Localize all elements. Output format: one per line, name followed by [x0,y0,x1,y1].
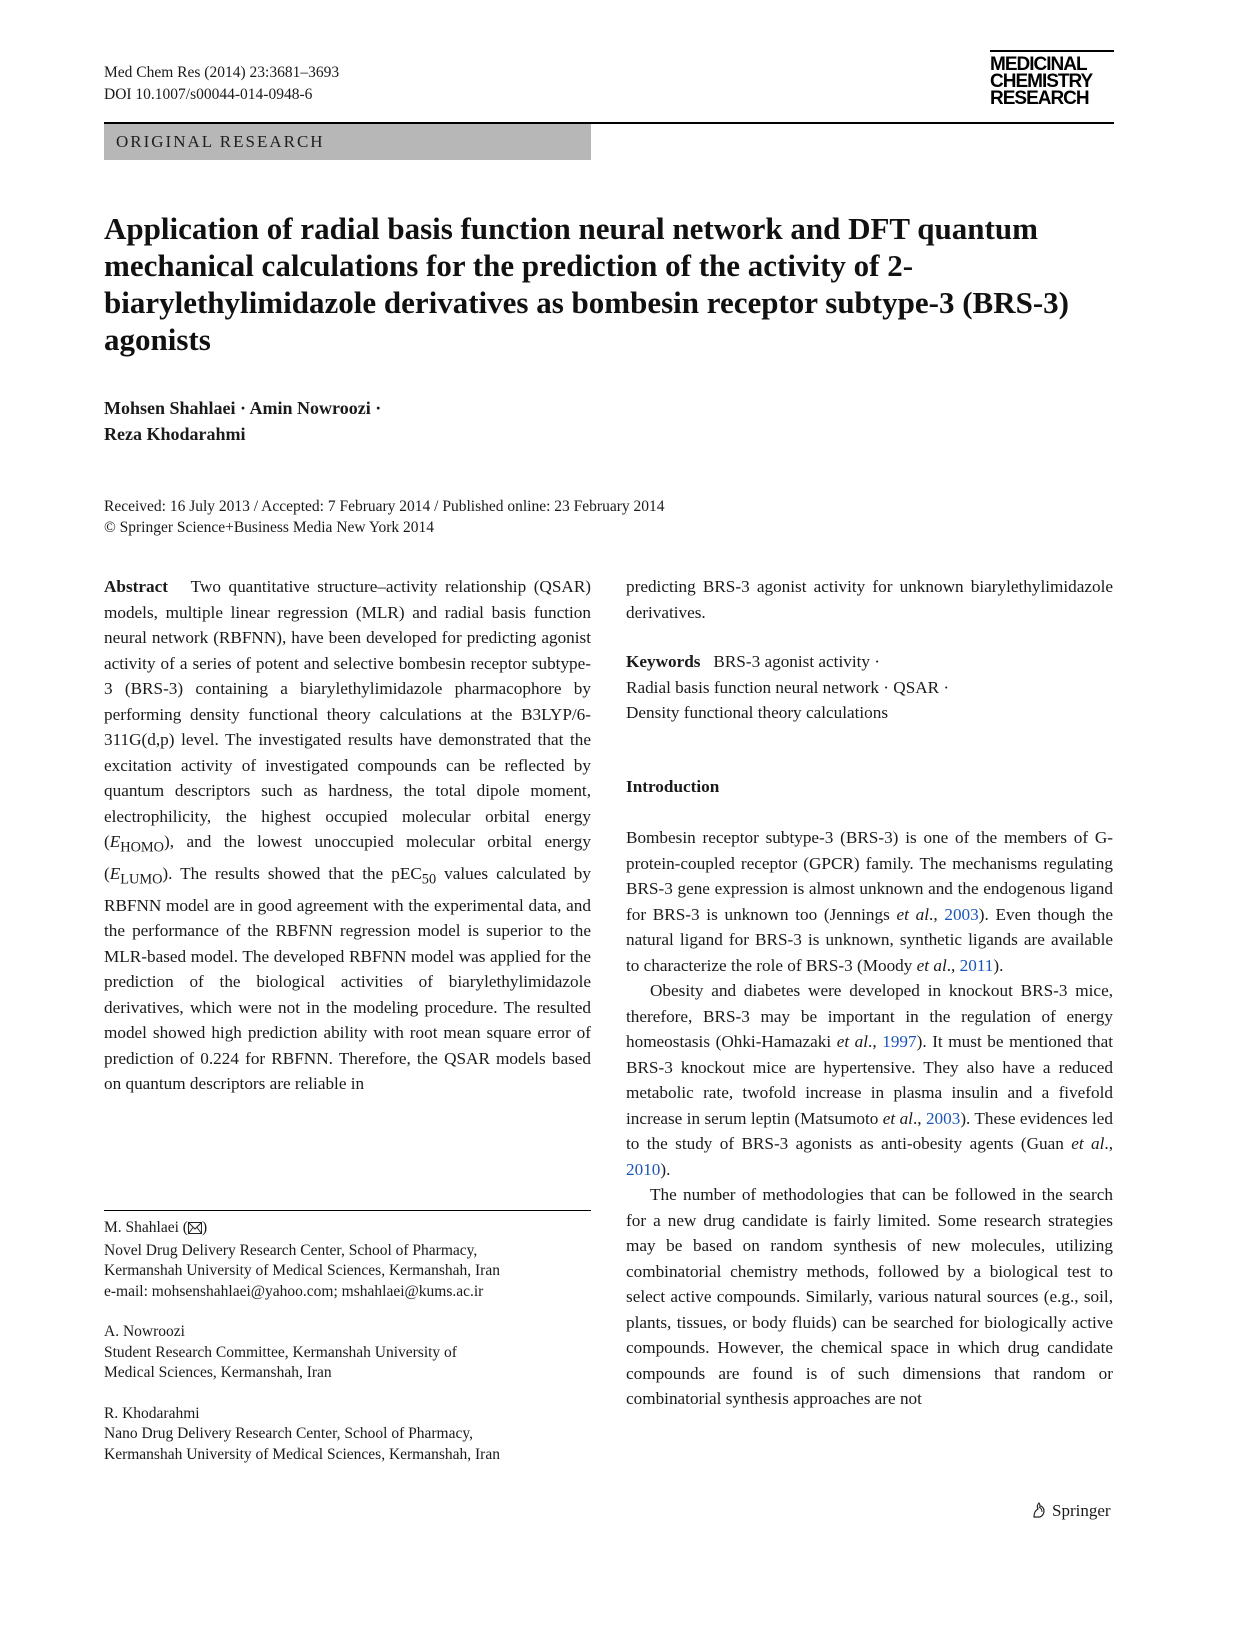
introduction-heading: Introduction [626,776,720,796]
publisher-mark [1030,1500,1111,1522]
category-bar: ORIGINAL RESEARCH [104,124,591,160]
ehomo-symbol: E [109,832,121,851]
citation-link[interactable]: 2003 [925,1108,961,1128]
citation-block [104,62,339,106]
elumo-subscript: LUMO [120,871,163,888]
author-1-affil-2: Kermanshah University of Medical Sciences, Kermanshah, Iran [104,1262,500,1279]
publisher-name: Springer [1052,1501,1111,1520]
author-3-name: R. Khodarahmi [104,1404,200,1422]
author-2-affil-2: Medical Sciences, Kermanshah, Iran [104,1364,332,1381]
journal-logo-line-3: RESEARCH [990,88,1089,109]
authors-line-1: Mohsen Shahlaei · Amin Nowroozi · [104,398,382,418]
keywords-line-1: BRS-3 agonist activity · [713,652,880,671]
affiliations [104,1218,591,1485]
author-1-name-end: ) [201,1219,208,1236]
abstract [104,574,591,1097]
author-2-name: A. Nowroozi [104,1323,185,1340]
keywords-label: Keywords [626,652,701,671]
intro-paragraph-1: Bombesin receptor subtype-3 (BRS-3) is one of the members of G-protein-coupled receptor (GPCR) family. The mechanisms regulating BRS-3 gene expression is almost unknown and the endogenous ligand for BRS-3 is unknown too (Jennings et al., 2003). Even though the natural ligand for BRS-3 is unknown, synthetic ligands are available to characterize the role of BRS-3 (Moody et al., 2011). [626,828,1114,975]
journal-logo-line-2: CHEMISTRY [990,71,1093,92]
keywords [626,649,1113,726]
citation-link[interactable]: 2010 [626,1159,661,1179]
copyright-line: © Springer Science+Business Media New York 2014 [104,519,435,536]
history [104,496,665,538]
springer-horse-icon [1030,1500,1052,1522]
abstract-part-4: values calculated by RBFNN model are in good agreement with the experimental data, and the performance of the RBFNN regression model is superior to the MLR-based model. The developed RBFNN model was applied for the prediction of the biological activities of biarylethylimidazole derivatives, which were not in the modeling procedure. The resulted model showed high prediction ability with root mean square error of prediction of 0.224 for RBFNN. Therefore, the QSAR models based on quantum descriptors are reliable in [104,863,591,1094]
right-column [626,574,1113,1412]
citation-link[interactable]: 1997 [882,1032,917,1051]
pec-subscript: 50 [421,871,437,888]
abstract-text [104,574,591,1097]
citation-link[interactable]: 2003 [944,904,979,924]
affiliation-3 [104,1404,591,1466]
ehomo-subscript: HOMO [120,839,165,856]
abstract-part-1: Two quantitative structure–activity relationship (QSAR) models, multiple linear regression (MLR) and radial basis function neural network (RBFNN), have been developed for predicting agonist activity of a series of potent and selective bombesin receptor subtype-3 (BRS-3) containing a biarylethylimidazole pharmacophore by performing density functional theory calculations at the B3LYP/6-311G(d,p) level. The investigated results have demonstrated that the excitation activity of investigated compounds can be reflected by quantum descriptors such as hardness, the total dipole moment, electrophilicity, the highest occupied molecular orbital energy ( [104,577,592,851]
author-3-affil-2: Kermanshah University of Medical Sciences, Kermanshah, Iran [104,1445,500,1463]
doi: DOI 10.1007/s00044-014-0948-6 [104,86,313,103]
author-2-affil-1: Student Research Committee, Kermanshah University of [104,1343,457,1361]
journal-logo-line-1: MEDICINAL [990,54,1087,75]
intro-paragraph-3: The number of methodologies that can be followed in the search for a new drug candidate is fairly limited. Some research strategies may be based on random synthesis of new molecules, utilizing combinatorial chemistry methods, followed by a biological test to select active compounds. Similarly, various natural sources (e.g., soil, plants, tissues, or body fluids) can be searched for biologically active compounds. However, the chemical space in which drug candidate compounds are found is of such dimensions that random or combinatorial synthesis approaches are not [626,1185,1113,1408]
footnote-rule [104,1210,591,1211]
keywords-line-2: Radial basis function neural network · QSAR · [626,677,950,697]
abstract-part-3: ). The results showed that the pEC [162,863,422,883]
journal-logo [990,50,1114,107]
article-title: Application of radial basis function neural network and DFT quantum mechanical calculations for the prediction of the activity of 2-biarylethylimidazole derivatives as bombesin receptor subtype-3 (BRS-3) agonists [104,211,1069,357]
author-1-email[interactable]: e-mail: mohsenshahlaei@yahoo.com; mshahlaei@kums.ac.ir [104,1282,484,1300]
authors-line-2: Reza Khodarahmi [104,424,246,444]
dates-line: Received: 16 July 2013 / Accepted: 7 February 2014 / Published online: 23 February 2014 [104,498,665,515]
citation-link[interactable]: 2011 [959,955,994,975]
citation: Med Chem Res (2014) 23:3681–3693 [104,64,340,81]
author-1-affil-1: Novel Drug Delivery Research Center, School of Pharmacy, [104,1241,478,1259]
authors [104,395,381,447]
keywords-line-3: Density functional theory calculations [626,703,889,722]
elumo-symbol: E [109,863,121,883]
envelope-icon[interactable] [188,1220,202,1241]
affiliation-1 [104,1218,591,1302]
author-3-affil-1: Nano Drug Delivery Research Center, School of Pharmacy, [104,1425,473,1442]
abstract-continuation: predicting BRS-3 agonist activity for unknown biarylethylimidazole derivatives. [626,577,1113,622]
abstract-label: Abstract [104,577,168,596]
affiliation-2 [104,1322,591,1384]
abstract-part-2: ), and the lowest unoccupied molecular orbital energy ( [104,832,591,883]
author-1-name: M. Shahlaei ( [104,1219,188,1236]
intro-paragraph-2: Obesity and diabetes were developed in knockout BRS-3 mice, therefore, BRS-3 may be important in the regulation of energy homeostasis (Ohki-Hamazaki et al., 1997). It must be mentioned that BRS-3 knockout mice are hypertensive. They also have a reduced metabolic rate, twofold increase in plasma insulin and a fivefold increase in serum leptin (Matsumoto et al., 2003). These evidences led to the study of BRS-3 agonists as anti-obesity agents (Guan et al., 2010). [626,981,1114,1179]
